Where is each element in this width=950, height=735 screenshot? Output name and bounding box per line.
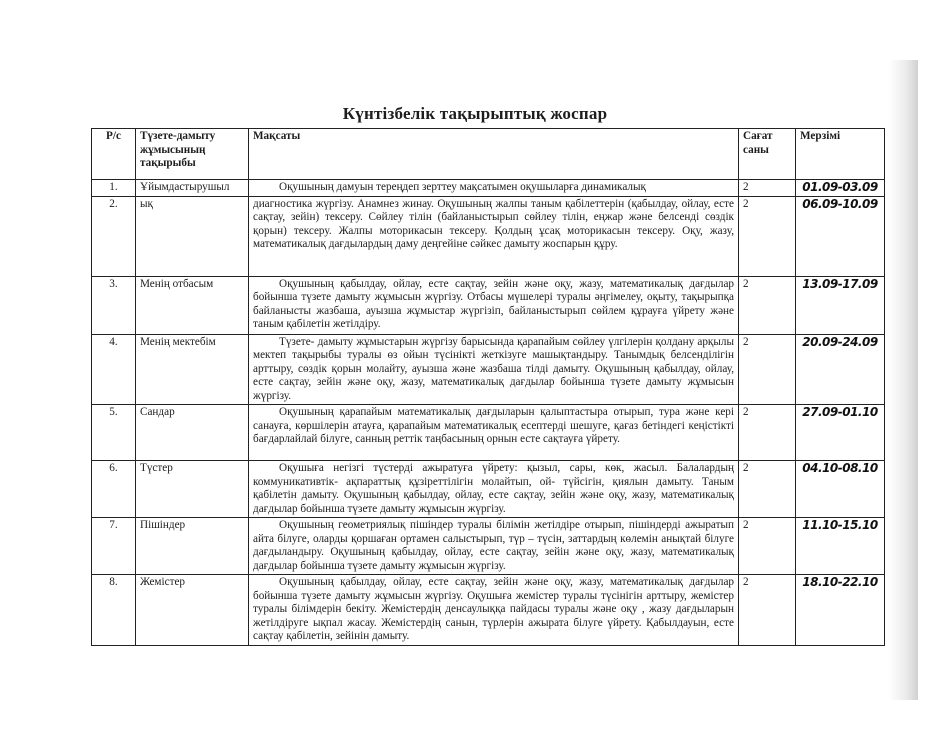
row-hours: 2: [739, 461, 796, 518]
table-row: [92, 518, 885, 575]
row-hours: 2: [739, 334, 796, 405]
row-num: 5.: [92, 405, 136, 461]
row-date: 04.10-08.10: [796, 461, 885, 518]
row-num: 6.: [92, 461, 136, 518]
row-num: 3.: [92, 276, 136, 334]
row-date: 20.09-24.09: [796, 334, 885, 405]
table-row: [92, 334, 885, 405]
row-hours: 2: [739, 180, 796, 197]
row-hours: 2: [739, 196, 796, 276]
row-num: 8.: [92, 575, 136, 646]
row-hours: 2: [739, 405, 796, 461]
row-goal: Оқушының геометриялық пішіндер туралы білімін жетілдіре отырып, пішіндерді ажыратып айта білуге, оларды қоршаған ортамен салыстырып, түр – түсін, заттардың көлемін анықтай білуге дағдыландыру. Оқушының қабылдау, ойлау, есте сақтау, зейін және оқу, жазу, математикалық дағдылар бойынша түзете дамыту жұмысын жүргізу.: [249, 518, 739, 575]
row-date: 18.10-22.10: [796, 575, 885, 646]
table-header-row: [92, 129, 885, 180]
row-topic: Жемістер: [136, 575, 249, 646]
document-title: Күнтізбелік тақырыптық жоспар: [342, 104, 608, 123]
row-topic: Менің мектебім: [136, 334, 249, 405]
row-num: 2.: [92, 196, 136, 276]
header-goal: Мақсаты: [249, 129, 739, 180]
row-goal: Оқушының қарапайым математикалық дағдыларын қалыптастыра отырып, тура және кері санауға, көршілерін атауға, қарапайым математикалық есептерді шешуге, қағаз бетіндегі кеңістікті бағдарлайлай білуге, санның реттік таңбасының орнын есте сақтауға үйрету.: [249, 405, 739, 461]
header-hours: Сағат саны: [739, 129, 796, 180]
row-date: 27.09-01.10: [796, 405, 885, 461]
table-row: [92, 180, 885, 197]
table-row: [92, 461, 885, 518]
row-goal: диагностика жүргізу. Анамнез жинау. Оқушының жалпы таным қабілеттерін (қабылдау, ойлау, есте сақтау, зейін) тексеру. Сөйлеу тілін (байланыстырып сөйлеу тілін, еңжар және белсенді сөздік қорын) тексеру. Жалпы моторикасын тексеру. Қолдың ұсақ моторикасын тексеру. Оқу, жазу, математикалық дағдылардың даму деңгейіне сәйкес дамыту жоспарын құру.: [249, 196, 739, 276]
row-topic: Менің отбасым: [136, 276, 249, 334]
row-num: 7.: [92, 518, 136, 575]
row-date: 11.10-15.10: [796, 518, 885, 575]
row-date: 06.09-10.09: [796, 196, 885, 276]
page-edge-shadow: [888, 60, 918, 700]
row-goal: Түзете- дамыту жұмыстарын жүргізу барысында қарапайым сөйлеу үлгілерін қолдану арқылы мектеп тақырыбы туралы өз ойын түсінікті жеткізуге машықтандыру. Танымдық белсенділігін арттыру, сөздік қорын молайту, ауызша және жазбаша тілді дамыту. Оқушының қабылдау, ойлау, есте сақтау, зейін және оқу, жазу, математикалық дағдылар бойынша түзете дамыту жұмысын жүргізу.: [249, 334, 739, 405]
header-topic: Түзете-дамыту жұмысының тақырыбы: [136, 129, 249, 180]
row-topic: ық: [136, 196, 249, 276]
row-goal: Оқушыға негізгі түстерді ажыратуға үйрету: қызыл, сары, көк, жасыл. Балалардың коммуникативтік- ақпараттық құзіреттілігін молайтып, ой- түйсігін, қиялын дамыту. Таным қабілетін дамыту. Оқушының қабылдау, ойлау, есте сақтау, зейін және оқу, жазу, математикалық дағдылар бойынша түзете дамыту жұмысын жүргізу.: [249, 461, 739, 518]
row-goal: Оқушының қабылдау, ойлау, есте сақтау, зейін және оқу, жазу, математикалық дағдылар бойынша түзете дамыту жұмысын жүргізу. Отбасы мүшелері туралы әңгімелеу, оқыту, тақырыпқа байланысты жазбаша, ауызша жұмыстар жүргізіп, байланыстырып сөйлем құрауға үйрету және таным қабілетін жетілдіру.: [249, 276, 739, 334]
row-goal: Оқушының дамуын тереңдеп зерттеу мақсатымен оқушыларға динамикалық: [249, 180, 739, 197]
row-hours: 2: [739, 575, 796, 646]
row-hours: 2: [739, 518, 796, 575]
plan-table: [91, 128, 885, 646]
table-row: [92, 276, 885, 334]
table-row: [92, 575, 885, 646]
row-topic: Түстер: [136, 461, 249, 518]
table-row: [92, 196, 885, 276]
row-num: 1.: [92, 180, 136, 197]
header-num: Р/с: [92, 129, 136, 180]
row-date: 01.09-03.09: [796, 180, 885, 197]
row-topic: Ұйымдастырушыл: [136, 180, 249, 197]
row-topic: Пішіндер: [136, 518, 249, 575]
row-num: 4.: [92, 334, 136, 405]
table-row: [92, 405, 885, 461]
row-hours: 2: [739, 276, 796, 334]
row-topic: Сандар: [136, 405, 249, 461]
header-date: Мерзімі: [796, 129, 885, 180]
row-date: 13.09-17.09: [796, 276, 885, 334]
row-goal: Оқушының қабылдау, ойлау, есте сақтау, зейін және оқу, жазу, математикалық дағдылар бойынша түзете дамыту жұмысын жүргізу. Оқушыға жемістер туралы түсінігін арттыру, жемістер туралы білімдерін бекіту. Жемістердің денсаулыққа пайдасы туралы және оқу , жазу дағдыларын жетілдіруге ықпал жасау. Жемістердің санын, түрлерін ажырата білуге үйрету. Қабылдауын, есте сақтау қабілетін, зейінін дамыту.: [249, 575, 739, 646]
